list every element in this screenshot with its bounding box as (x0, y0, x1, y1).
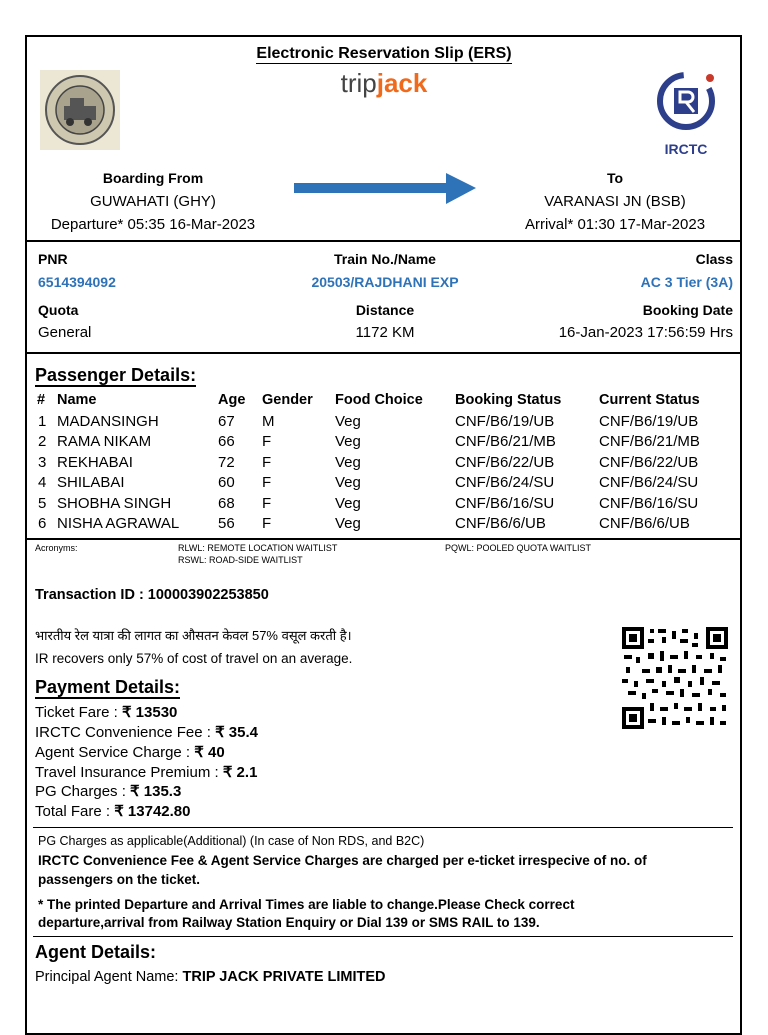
cell: 2 (38, 433, 47, 450)
cell: Veg (335, 495, 361, 512)
cost-recovery-note: IR recovers only 57% of cost of travel on an average. (35, 651, 353, 666)
convenience-note-line2: passengers on the ticket. (38, 872, 201, 887)
divider (33, 936, 733, 937)
cell: CNF/B6/21/MB (599, 433, 700, 450)
train-value: 20503/RAJDHANI EXP (311, 274, 459, 290)
booking-date-label: Booking Date (642, 302, 733, 318)
cell: 4 (38, 474, 47, 491)
cell: CNF/B6/6/UB (455, 515, 546, 532)
cell: SHOBHA SINGH (57, 495, 172, 512)
cell: 67 (218, 413, 235, 430)
cell: Veg (335, 515, 361, 532)
cell: MADANSINGH (57, 413, 159, 430)
cell: 3 (38, 454, 47, 471)
cell: 72 (218, 454, 235, 471)
ticket-title: Electronic Reservation Slip (ERS) (256, 45, 512, 62)
acronym-pqwl: PQWL: POOLED QUOTA WAITLIST (445, 543, 592, 553)
col-header: Booking Status (455, 392, 562, 408)
cell: F (262, 495, 272, 512)
divider (33, 827, 733, 828)
cell: CNF/B6/16/SU (455, 495, 555, 512)
divider (25, 352, 742, 354)
divider (25, 538, 742, 540)
cell: CNF/B6/19/UB (455, 413, 555, 430)
cell: 60 (218, 474, 235, 491)
cell: CNF/B6/24/SU (455, 474, 555, 491)
pnr-label: PNR (38, 251, 68, 267)
col-header: Age (218, 392, 246, 408)
payment-convenience-fee: IRCTC Convenience Fee : ₹ 35.4 (35, 724, 258, 741)
payment-section-title: Payment Details: (35, 677, 181, 697)
agent-section-title: Agent Details: (35, 942, 157, 962)
departure-time: Departure* 05:35 16-Mar-2023 (50, 216, 256, 233)
qr-code-icon (622, 627, 728, 729)
cell: Veg (335, 433, 361, 450)
irctc-logo (650, 68, 722, 156)
cell: F (262, 474, 272, 491)
cell: 6 (38, 515, 47, 532)
cell: 56 (218, 515, 235, 532)
pnr-value: 6514394092 (38, 274, 116, 290)
payment-agent-charge: Agent Service Charge : ₹ 40 (35, 744, 225, 761)
to-label: To (606, 170, 624, 186)
cell: SHILABAI (57, 474, 125, 491)
divider (25, 240, 742, 242)
times-note-line2: departure,arrival from Railway Station Enquiry or Dial 139 or SMS RAIL to 139. (38, 915, 540, 930)
convenience-note-line1: IRCTC Convenience Fee & Agent Service Charges are charged per e-ticket irrespecive of no. of (38, 853, 647, 868)
cell: 66 (218, 433, 235, 450)
cell: CNF/B6/24/SU (599, 474, 699, 491)
distance-label: Distance (355, 302, 415, 318)
times-note-line1: * The printed Departure and Arrival Times are liable to change.Please Check correct (38, 897, 575, 912)
cell: 1 (38, 413, 47, 430)
class-value: AC 3 Tier (3A) (640, 274, 733, 290)
acronym-rlwl: RLWL: REMOTE LOCATION WAITLIST (178, 543, 338, 553)
col-header: Current Status (599, 392, 700, 408)
booking-date-value: 16-Jan-2023 17:56:59 Hrs (558, 324, 733, 341)
cell: CNF/B6/22/UB (599, 454, 699, 471)
journey-arrow-icon (294, 172, 476, 206)
cell: NISHA AGRAWAL (57, 515, 180, 532)
acronyms-label: Acronyms: (35, 543, 78, 553)
cell: CNF/B6/16/SU (599, 495, 699, 512)
payment-total-fare: Total Fare : ₹ 13742.80 (35, 803, 191, 820)
boarding-from-label: Boarding From (102, 170, 204, 186)
from-station: GUWAHATI (GHY) (90, 193, 216, 210)
distance-value: 1172 KM (355, 324, 415, 341)
class-label: Class (695, 251, 733, 267)
col-header: Name (57, 392, 97, 408)
cell: Veg (335, 474, 361, 491)
col-header: Food Choice (335, 392, 423, 408)
cell: CNF/B6/6/UB (599, 515, 690, 532)
passenger-section-title: Passenger Details: (35, 365, 197, 385)
cell: 68 (218, 495, 235, 512)
to-station: VARANASI JN (BSB) (544, 193, 686, 210)
cell: CNF/B6/22/UB (455, 454, 555, 471)
cell: F (262, 515, 272, 532)
cell: 5 (38, 495, 47, 512)
cell: F (262, 454, 272, 471)
hindi-note: भारतीय रेल यात्रा की लागत का औसतन केवल 57% वसूल करती है। (35, 628, 352, 643)
principal-agent: Principal Agent Name: TRIP JACK PRIVATE LIMITED (35, 969, 386, 985)
tripjack-logo: tripjack (340, 68, 428, 98)
pg-note: PG Charges as applicable(Additional) (In case of Non RDS, and B2C) (38, 834, 425, 848)
train-label: Train No./Name (334, 251, 436, 267)
acronym-rswl: RSWL: ROAD-SIDE WAITLIST (178, 555, 303, 565)
col-header: # (37, 392, 46, 408)
cell: CNF/B6/21/MB (455, 433, 556, 450)
cell: RAMA NIKAM (57, 433, 152, 450)
payment-pg-charges: PG Charges : ₹ 135.3 (35, 783, 182, 800)
irctc-logo-text: IRCTC (664, 141, 708, 157)
cell: M (262, 413, 275, 430)
arrival-time: Arrival* 01:30 17-Mar-2023 (524, 216, 706, 233)
railway-seal-icon (40, 70, 120, 150)
quota-value: General (38, 324, 92, 341)
col-header: Gender (262, 392, 313, 408)
cell: REKHABAI (57, 454, 133, 471)
cell: Veg (335, 413, 361, 430)
transaction-id: Transaction ID : 100003902253850 (35, 587, 269, 603)
payment-insurance: Travel Insurance Premium : ₹ 2.1 (35, 764, 258, 781)
quota-label: Quota (38, 302, 79, 318)
cell: Veg (335, 454, 361, 471)
cell: CNF/B6/19/UB (599, 413, 699, 430)
payment-ticket-fare: Ticket Fare : ₹ 13530 (35, 704, 178, 721)
cell: F (262, 433, 272, 450)
